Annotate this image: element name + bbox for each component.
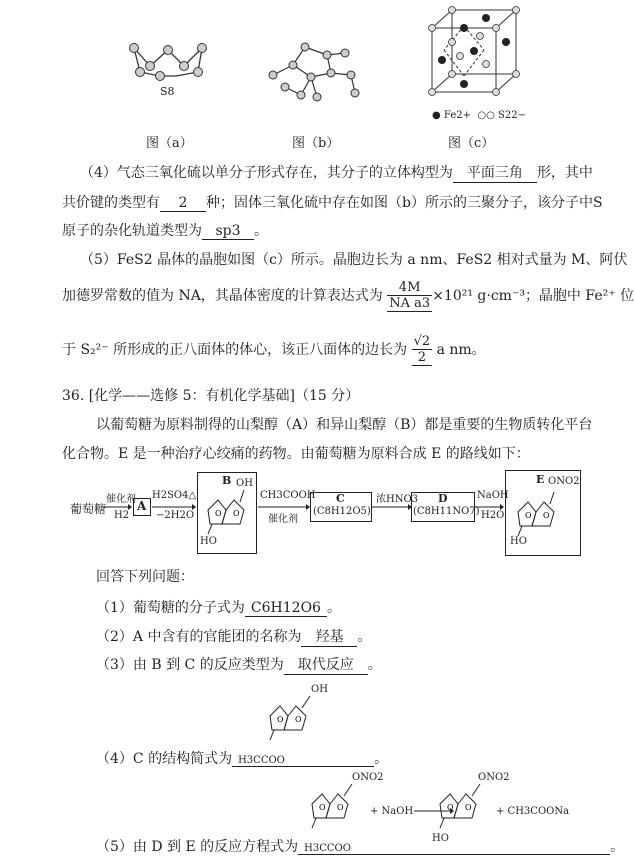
svg-text:O: O xyxy=(465,803,472,812)
e-ho: HO xyxy=(510,536,527,547)
q36-header: 36. [化学——选修 5：有机化学基础]（15 分） xyxy=(62,388,360,404)
answer-2 xyxy=(96,626,371,647)
b-bicyclic-structure xyxy=(200,488,252,538)
a5-ho: HO xyxy=(432,833,449,844)
answer-5 xyxy=(96,836,624,856)
q5-line3 xyxy=(62,334,486,366)
figure-b-trimer xyxy=(265,35,375,110)
caption-c: 图（c） xyxy=(448,136,495,151)
q5-line2 xyxy=(62,280,634,312)
answer-text: 。 xyxy=(357,629,372,645)
q5-text: 加德罗常数的值为 NA，其晶体密度的计算表达式为 xyxy=(62,288,383,304)
arrow-2 xyxy=(152,504,196,510)
answer-1 xyxy=(96,597,341,617)
label-d: D xyxy=(438,492,448,505)
c-formula: (C8H12O5) xyxy=(313,506,371,517)
caption-b: 图（b） xyxy=(292,136,340,151)
cond3-top: CH3COOH xyxy=(260,490,316,501)
arrow-1 xyxy=(104,504,132,510)
a5-ono2-right: ONO2 xyxy=(478,772,510,783)
svg-text:O: O xyxy=(337,803,344,812)
arrow-5 xyxy=(474,504,504,510)
q4-text: 形，其中 xyxy=(536,165,593,181)
a5-plus-naoh: + NaOH xyxy=(370,806,414,817)
a5-ono2-left: ONO2 xyxy=(352,772,384,783)
q4-line3 xyxy=(62,220,268,240)
answer-text: 。 xyxy=(367,657,382,673)
svg-text:O: O xyxy=(543,511,550,520)
b-ho-bot: HO xyxy=(200,536,217,547)
answer-1-value: C6H12O6 xyxy=(245,600,327,617)
cond2-bot: −2H2O xyxy=(156,510,195,521)
e-bicyclic-structure xyxy=(508,488,568,540)
a5-e-structure xyxy=(430,782,494,834)
frac-numerator: 4M xyxy=(387,280,432,296)
q4-line2 xyxy=(62,192,603,212)
a4-oh: OH xyxy=(311,684,328,695)
arrow-3 xyxy=(258,504,310,510)
q5-text: a nm。 xyxy=(436,342,486,358)
answer-text: （2）A 中含有的官能团的名称为 xyxy=(96,629,302,645)
frac-denominator: 2 xyxy=(417,350,426,365)
svg-text:O: O xyxy=(215,509,222,518)
a5-product: + CH3COONa xyxy=(496,806,570,817)
answer-3 xyxy=(96,654,382,675)
q4-answer-shape: 平面三角 xyxy=(453,162,537,183)
answer-text: （5）由 D 到 E 的反应方程式为 xyxy=(96,839,299,855)
cond2-top: H2SO4△ xyxy=(152,490,197,501)
cond4-top: 浓HNO3 xyxy=(376,494,419,505)
label-c: C xyxy=(336,492,345,505)
cond5-bot: H2O xyxy=(481,510,505,521)
answer-2-value: 羟基 xyxy=(301,626,357,647)
a5-d-structure xyxy=(302,782,366,834)
scheme-start: 葡萄糖 xyxy=(70,502,107,516)
q4-text: （4）气态三氧化硫以单分子形式存在，其分子的立体构型为 xyxy=(80,165,453,181)
synthesis-scheme xyxy=(0,470,635,560)
cond5-top: NaOH xyxy=(477,490,509,501)
answer-text: （4）C 的结构简式为 xyxy=(96,751,233,767)
svg-text:O: O xyxy=(295,715,302,724)
cond3-bot: 催化剂 xyxy=(268,514,298,525)
answer-text: 。 xyxy=(374,751,389,767)
arrow-4 xyxy=(372,504,412,510)
svg-text:O: O xyxy=(233,509,240,518)
legend-fe: Fe2+ xyxy=(443,110,471,121)
q4-text: 。 xyxy=(254,223,268,239)
q4-answer-bond-types: 2 xyxy=(160,195,206,212)
fe-dot-icon: ● xyxy=(432,110,441,121)
caption-a: 图（a） xyxy=(146,136,193,151)
figure-c-unit-cell xyxy=(422,4,527,109)
q36-intro1: 以葡萄糖为原料制得的山梨醇（A）和异山梨醇（B）都是重要的生物质转化平台 xyxy=(96,417,593,433)
label-a: A xyxy=(137,499,147,513)
edge-fraction xyxy=(412,334,433,366)
q4-answer-hybridization: sp3 xyxy=(202,223,254,240)
s8-label: S8 xyxy=(160,85,175,98)
answers-prompt: 回答下列问题： xyxy=(96,569,194,585)
frac-numerator: √2 xyxy=(413,334,431,349)
b-oh-top: OH xyxy=(236,478,253,489)
svg-text:O: O xyxy=(319,803,326,812)
answer-text: 。 xyxy=(326,600,341,616)
a4-c-structure xyxy=(260,694,330,746)
d-formula: (C8H11NO7) xyxy=(413,506,480,517)
legend-c xyxy=(432,110,526,121)
cond1-top: 催化剂 xyxy=(106,494,136,505)
answer-text: （3）由 B 到 C 的反应类型为 xyxy=(96,657,284,673)
label-b: B xyxy=(222,474,232,487)
answer-text: 。 xyxy=(610,839,625,855)
legend-s: S22− xyxy=(497,110,526,121)
q4-line1 xyxy=(80,162,593,183)
q4-text: 原子的杂化轨道类型为 xyxy=(62,223,202,239)
q4-text: 共价键的类型有 xyxy=(62,195,160,211)
q4-text: 种；固体三氧化硫中存在如图（b）所示的三聚分子，该分子中S xyxy=(206,195,603,211)
cond1-bot: H2 xyxy=(114,510,130,521)
answer-4-value: H3CCOO xyxy=(232,755,374,767)
density-fraction xyxy=(387,280,432,312)
frac-denominator: NA a3 xyxy=(389,296,431,311)
answer-text: （1）葡萄糖的分子式为 xyxy=(96,600,245,616)
e-ono2: ONO2 xyxy=(548,476,580,487)
s2-dot-icon: ○○ xyxy=(477,110,495,121)
q36-intro2: 化合物。E 是一种治疗心绞痛的药物。由葡萄糖为原料合成 E 的路线如下： xyxy=(62,446,530,462)
svg-text:O: O xyxy=(525,511,532,520)
answer-3-value: 取代反应 xyxy=(284,654,368,675)
label-e: E xyxy=(536,473,545,486)
q5-text: ×10²¹ g·cm⁻³；晶胞中 Fe²⁺ 位 xyxy=(432,288,635,304)
answer-4 xyxy=(96,748,388,768)
svg-text:O: O xyxy=(277,715,284,724)
q5-line1: （5）FeS2 晶体的晶胞如图（c）所示。晶胞边长为 a nm、FeS2 相对式量为 M、阿伏 xyxy=(80,252,628,268)
answer-5-value: H3CCOO xyxy=(298,843,610,855)
svg-text:O: O xyxy=(447,803,454,812)
q5-text: 于 S₂²⁻ 所形成的正八面体的体心，该正八面体的边长为 xyxy=(62,342,408,358)
